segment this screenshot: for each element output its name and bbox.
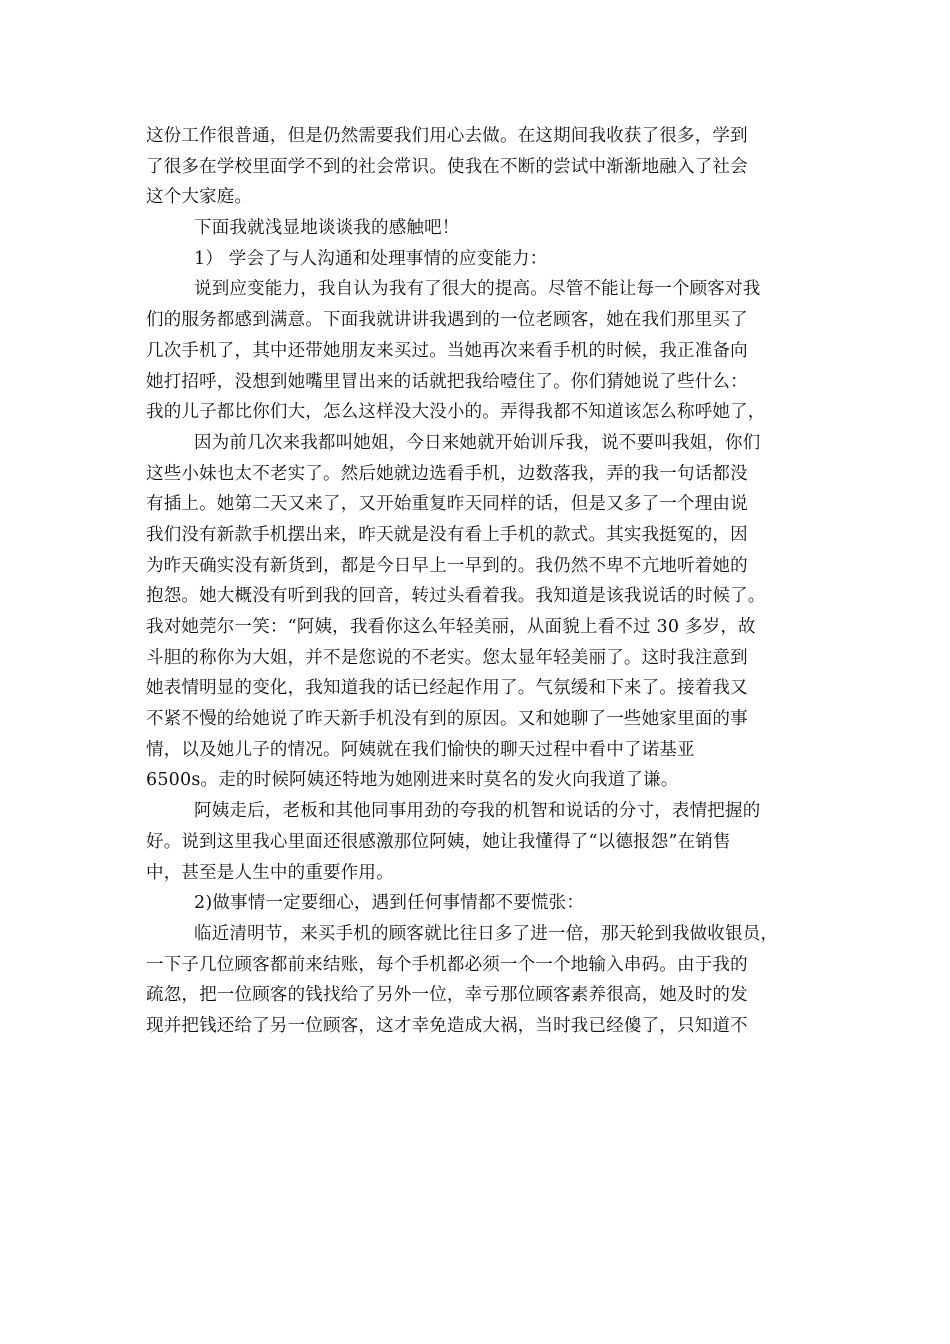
text-line: 因为前几次来我都叫她姐，今日来她就开始训斥我，说不要叫我姐，你们: [194, 432, 761, 453]
text-line: 这个大家庭。: [146, 187, 253, 208]
text-line: 好。说到这里我心里面还很感激那位阿姨，她让我懂得了“以德报怨”在销售: [146, 831, 731, 852]
text-line: 们的服务都感到满意。下面我就讲讲我遇到的一位老顾客，她在我们那里买了: [146, 310, 748, 331]
document-body: [146, 121, 806, 1042]
text-line: 她打招呼，没想到她嘴里冒出来的话就把我给噎住了。你们猜她说了些什么：: [146, 371, 748, 392]
text-line: 疏忽，把一位顾客的钱找给了另外一位，幸亏那位顾客素养很高，她及时的发: [146, 985, 748, 1006]
text-line: 情，以及她儿子的情况。阿姨就在我们愉快的聊天过程中看中了诺基亚: [146, 739, 695, 760]
section-heading-1: 1） 学会了与人沟通和处理事情的应变能力：: [194, 248, 548, 269]
text-line: 为昨天确实没有新货到，都是今日早上一早到的。我仍然不卑不亢地听着她的: [146, 555, 748, 576]
text-line: 说到应变能力，我自认为我有了很大的提高。尽管不能让每一个顾客对我: [194, 279, 761, 300]
text-line: 我们没有新款手机摆出来，昨天就是没有看上手机的款式。其实我挺冤的，因: [146, 524, 748, 545]
text-line: 几次手机了，其中还带她朋友来买过。当她再次来看手机的时候，我正准备向: [146, 340, 748, 361]
text-line: 现并把钱还给了另一位顾客，这才幸免造成大祸，当时我已经傻了，只知道不: [146, 1015, 748, 1036]
text-line: 这份工作很普通，但是仍然需要我们用心去做。在这期间我收获了很多，学到: [146, 126, 748, 146]
text-line: 抱怨。她大概没有听到我的回音，转过头看着我。我知道是该我说话的时候了。: [146, 586, 766, 607]
text-line: 下面我就浅显地谈谈我的感触吧！: [194, 218, 460, 239]
text-line: 不紧不慢的给她说了昨天新手机没有到的原因。又和她聊了一些她家里面的事: [146, 709, 748, 730]
text-line: 斗胆的称你为大姐，并不是您说的不老实。您太显年轻美丽了。这时我注意到: [146, 647, 748, 668]
text-line: 她表情明显的变化，我知道我的话已经起作用了。气氛缓和下来了。接着我又: [146, 678, 748, 699]
text-line: 中，甚至是人生中的重要作用。: [146, 862, 394, 883]
text-line: 这些小妹也太不老实了。然后她就边选看手机，边数落我，弄的我一句话都没: [146, 463, 748, 484]
text-line: 有插上。她第二天又来了，又开始重复昨天同样的话，但是又多了一个理由说: [146, 494, 748, 515]
text-line: 临近清明节，来买手机的顾客就比往日多了进一倍，那天轮到我做收银员，: [194, 923, 779, 944]
section-heading-2: 2)做事情一定要细心，遇到任何事情都不要慌张：: [194, 893, 585, 914]
text-line: 我对她莞尔一笑：“阿姨，我看你这么年轻美丽，从面貌上看不过 30 多岁，故: [146, 617, 756, 637]
text-line: 6500s。走的时候阿姨还特地为她刚进来时莫名的发火向我道了谦。: [146, 770, 679, 791]
text-line: 阿姨走后，老板和其他同事用劲的夸我的机智和说话的分寸，表情把握的: [194, 801, 761, 822]
text-line: 了很多在学校里面学不到的社会常识。使我在不断的尝试中渐渐地融入了社会: [146, 156, 748, 177]
text-line: 一下子几位顾客都前来结账，每个手机都必须一个一个地输入串码。由于我的: [146, 954, 748, 975]
text-line: 我的儿子都比你们大，怎么这样没大没小的。弄得我都不知道该怎么称呼她了，: [146, 402, 766, 423]
